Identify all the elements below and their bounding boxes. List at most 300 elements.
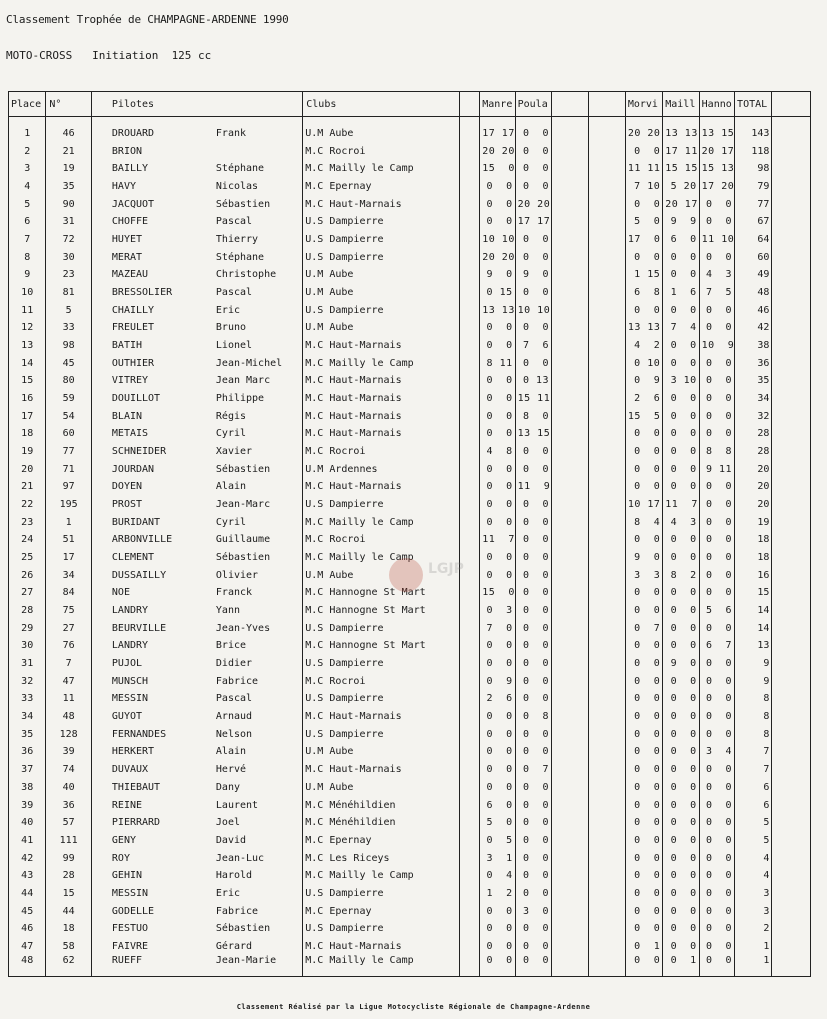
cell-hanno: 0 0	[699, 213, 734, 231]
cell-morvi: 0 0	[625, 832, 662, 850]
pilote-nom: BLAIN	[111, 410, 143, 422]
pilote-prenom: Stéphane	[215, 163, 265, 175]
cell-club: U.S Dampierre	[303, 496, 460, 514]
cell-empty	[772, 231, 811, 249]
cell-empty	[552, 195, 589, 213]
cell-place: 5	[9, 195, 46, 213]
pilote-nom: REINE	[111, 799, 143, 811]
cell-club: U.S Dampierre	[303, 725, 460, 743]
cell-empty	[772, 513, 811, 531]
cell-numero: 54	[46, 407, 92, 425]
cell-empty	[460, 513, 480, 531]
cell-pilote	[91, 885, 302, 903]
cell-poula: 0 0	[515, 690, 551, 708]
cell-empty	[589, 902, 625, 920]
cell-total: 6	[735, 779, 772, 797]
cell-empty	[552, 814, 589, 832]
cell-empty	[589, 160, 625, 178]
cell-numero: 30	[46, 248, 92, 266]
pilote-prenom: Harold	[215, 870, 253, 882]
cell-poula: 3 0	[515, 902, 551, 920]
table-row	[9, 672, 811, 690]
cell-morvi: 0 0	[625, 708, 662, 726]
cell-pilote	[91, 849, 302, 867]
cell-numero: 46	[46, 125, 92, 143]
cell-pilote	[91, 637, 302, 655]
cell-poula: 0 0	[515, 779, 551, 797]
table-row	[9, 213, 811, 231]
pilote-prenom: Sébastien	[215, 552, 271, 564]
pilote-nom: BRESSOLIER	[111, 287, 173, 299]
cell-empty	[552, 248, 589, 266]
table-row	[9, 478, 811, 496]
cell-hanno: 0 0	[699, 690, 734, 708]
cell-poula: 0 0	[515, 513, 551, 531]
cell-numero: 15	[46, 885, 92, 903]
pilote-nom: GUYOT	[111, 711, 143, 723]
pilote-nom: HUYET	[111, 234, 143, 245]
cell-manre: 0 15	[480, 284, 515, 302]
pilote-nom: FAIVRE	[111, 940, 149, 952]
cell-morvi: 0 0	[625, 248, 662, 266]
table-row	[9, 425, 811, 443]
cell-pilote	[91, 496, 302, 514]
pilote-nom: DUSSAILLY	[111, 569, 167, 581]
table-row	[9, 443, 811, 461]
cell-morvi: 0 0	[625, 796, 662, 814]
cell-morvi: 0 0	[625, 531, 662, 549]
cell-empty	[460, 531, 480, 549]
cell-total: 143	[735, 125, 772, 143]
pilote-prenom: David	[215, 834, 247, 846]
cell-hanno: 0 0	[699, 354, 734, 372]
cell-empty	[552, 832, 589, 850]
cell-poula: 0 0	[515, 955, 551, 976]
cell-morvi: 0 0	[625, 443, 662, 461]
cell-place: 46	[9, 920, 46, 938]
cell-empty	[460, 231, 480, 249]
cell-hanno: 0 0	[699, 796, 734, 814]
cell-place: 39	[9, 796, 46, 814]
cell-empty	[589, 496, 625, 514]
cell-maill: 0 0	[663, 725, 699, 743]
cell-maill: 0 0	[663, 814, 699, 832]
cell-pilote	[91, 531, 302, 549]
cell-total: 2	[735, 920, 772, 938]
cell-maill: 0 0	[663, 902, 699, 920]
cell-empty	[772, 178, 811, 196]
cell-morvi: 0 0	[625, 920, 662, 938]
cell-place: 43	[9, 867, 46, 885]
cell-empty	[552, 178, 589, 196]
cell-empty	[772, 213, 811, 231]
cell-club: U.S Dampierre	[303, 248, 460, 266]
cell-morvi: 8 4	[625, 513, 662, 531]
cell-manre: 0 0	[480, 920, 515, 938]
cell-poula: 0 0	[515, 248, 551, 266]
cell-pilote	[91, 248, 302, 266]
pilote-nom: FREULET	[111, 322, 155, 334]
cell-numero: 18	[46, 920, 92, 938]
cell-manre: 0 0	[480, 478, 515, 496]
cell-empty	[552, 796, 589, 814]
cell-club: M.C Haut-Marnais	[303, 425, 460, 443]
cell-morvi: 0 9	[625, 372, 662, 390]
cell-numero: 17	[46, 549, 92, 567]
cell-empty	[460, 390, 480, 408]
cell-maill: 7 4	[663, 319, 699, 337]
cell-poula: 13 15	[515, 425, 551, 443]
cell-club: U.S Dampierre	[303, 655, 460, 673]
cell-empty	[460, 849, 480, 867]
pilote-nom: METAIS	[111, 428, 149, 440]
cell-empty	[589, 425, 625, 443]
pilote-prenom: Jean-Luc	[215, 852, 265, 864]
cell-morvi: 0 0	[625, 460, 662, 478]
cell-manre: 0 0	[480, 460, 515, 478]
cell-pilote	[91, 672, 302, 690]
cell-manre: 15 0	[480, 160, 515, 178]
cell-place: 13	[9, 337, 46, 355]
cell-maill: 0 0	[663, 531, 699, 549]
cell-total: 16	[735, 566, 772, 584]
cell-numero: 97	[46, 478, 92, 496]
cell-maill: 0 0	[663, 337, 699, 355]
cell-maill: 9 9	[663, 213, 699, 231]
cell-club: M.C Haut-Marnais	[303, 337, 460, 355]
cell-empty	[772, 832, 811, 850]
cell-empty	[460, 761, 480, 779]
cell-manre: 2 6	[480, 690, 515, 708]
cell-total: 98	[735, 160, 772, 178]
cell-morvi: 0 0	[625, 425, 662, 443]
cell-total: 3	[735, 902, 772, 920]
cell-maill: 0 0	[663, 796, 699, 814]
cell-empty	[552, 920, 589, 938]
cell-empty	[460, 337, 480, 355]
pilote-nom: DROUARD	[111, 127, 155, 139]
cell-club: U.S Dampierre	[303, 920, 460, 938]
cell-maill: 0 0	[663, 619, 699, 637]
cell-empty	[589, 779, 625, 797]
cell-empty	[772, 407, 811, 425]
pilote-prenom: Alain	[215, 481, 247, 493]
cell-place: 27	[9, 584, 46, 602]
pilote-nom: FESTUO	[111, 923, 149, 935]
cell-hanno: 0 0	[699, 779, 734, 797]
cell-poula: 0 0	[515, 531, 551, 549]
cell-pilote	[91, 425, 302, 443]
cell-total: 32	[735, 407, 772, 425]
pilote-nom: MUNSCH	[111, 675, 149, 687]
cell-empty	[589, 337, 625, 355]
cell-maill: 0 0	[663, 867, 699, 885]
cell-maill: 0 0	[663, 478, 699, 496]
cell-hanno: 0 0	[699, 531, 734, 549]
cell-numero: 44	[46, 902, 92, 920]
cell-place: 12	[9, 319, 46, 337]
cell-empty	[460, 743, 480, 761]
cell-empty	[460, 301, 480, 319]
cell-pilote	[91, 266, 302, 284]
cell-place: 29	[9, 619, 46, 637]
cell-maill: 0 0	[663, 690, 699, 708]
cell-numero: 75	[46, 602, 92, 620]
cell-empty	[460, 142, 480, 160]
cell-empty	[552, 337, 589, 355]
pilote-prenom: Philippe	[215, 393, 265, 405]
cell-club: M.C Hannogne St Mart	[303, 602, 460, 620]
pilote-nom: GEHIN	[111, 870, 143, 882]
cell-manre: 0 0	[480, 549, 515, 567]
cell-maill: 0 0	[663, 301, 699, 319]
cell-empty	[772, 690, 811, 708]
cell-place: 17	[9, 407, 46, 425]
cell-morvi: 7 10	[625, 178, 662, 196]
cell-morvi: 0 1	[625, 938, 662, 956]
cell-empty	[589, 885, 625, 903]
table-row	[9, 902, 811, 920]
cell-morvi: 13 13	[625, 319, 662, 337]
pilote-nom: GODELLE	[111, 905, 155, 917]
cell-poula: 0 13	[515, 372, 551, 390]
cell-empty	[772, 566, 811, 584]
cell-maill: 3 10	[663, 372, 699, 390]
cell-numero: 47	[46, 672, 92, 690]
cell-morvi: 20 20	[625, 125, 662, 143]
cell-total: 13	[735, 637, 772, 655]
cell-place: 48	[9, 955, 46, 976]
cell-place: 45	[9, 902, 46, 920]
cell-maill: 0 0	[663, 637, 699, 655]
cell-empty	[460, 125, 480, 143]
cell-total: 14	[735, 602, 772, 620]
cell-empty	[460, 178, 480, 196]
cell-empty	[552, 902, 589, 920]
cell-poula: 0 0	[515, 354, 551, 372]
cell-morvi: 0 0	[625, 761, 662, 779]
cell-empty	[552, 725, 589, 743]
cell-numero: 31	[46, 213, 92, 231]
cell-empty	[552, 372, 589, 390]
cell-poula: 0 0	[515, 938, 551, 956]
cell-empty	[460, 425, 480, 443]
cell-maill: 0 0	[663, 266, 699, 284]
cell-hanno: 0 0	[699, 319, 734, 337]
cell-empty	[772, 248, 811, 266]
cell-club: U.M Aube	[303, 566, 460, 584]
cell-hanno: 0 0	[699, 725, 734, 743]
cell-place: 23	[9, 513, 46, 531]
cell-pilote	[91, 284, 302, 302]
cell-pilote	[91, 619, 302, 637]
cell-pilote	[91, 743, 302, 761]
pilote-nom: BRION	[111, 145, 143, 157]
pilote-prenom: Régis	[215, 410, 247, 422]
cell-total: 18	[735, 549, 772, 567]
cell-total: 118	[735, 142, 772, 160]
cell-pilote	[91, 708, 302, 726]
cell-total: 8	[735, 708, 772, 726]
cell-empty	[552, 602, 589, 620]
cell-poula: 0 0	[515, 284, 551, 302]
cell-total: 79	[735, 178, 772, 196]
cell-place: 32	[9, 672, 46, 690]
cell-empty	[772, 319, 811, 337]
cell-empty	[460, 354, 480, 372]
table-row	[9, 496, 811, 514]
cell-empty	[589, 319, 625, 337]
cell-club: M.C Haut-Marnais	[303, 390, 460, 408]
pilote-nom: DUVAUX	[111, 764, 149, 776]
cell-place: 24	[9, 531, 46, 549]
cell-place: 42	[9, 849, 46, 867]
cell-morvi: 0 0	[625, 690, 662, 708]
cell-total: 4	[735, 849, 772, 867]
cell-empty	[552, 743, 589, 761]
cell-manre: 13 13	[480, 301, 515, 319]
cell-manre: 10 10	[480, 231, 515, 249]
cell-club: U.M Aube	[303, 284, 460, 302]
cell-hanno: 0 0	[699, 849, 734, 867]
cell-morvi: 3 3	[625, 566, 662, 584]
cell-empty	[772, 549, 811, 567]
cell-empty	[460, 955, 480, 976]
cell-total: 28	[735, 425, 772, 443]
cell-poula: 15 11	[515, 390, 551, 408]
cell-empty	[772, 602, 811, 620]
cell-hanno: 0 0	[699, 814, 734, 832]
pilote-prenom: Alain	[215, 746, 247, 758]
cell-maill: 0 0	[663, 708, 699, 726]
cell-empty	[589, 513, 625, 531]
header-manre: Manre	[480, 92, 515, 117]
table-row	[9, 460, 811, 478]
cell-empty	[589, 725, 625, 743]
cell-place: 35	[9, 725, 46, 743]
cell-empty	[552, 637, 589, 655]
pilote-nom: JACQUOT	[111, 198, 155, 210]
cell-empty	[589, 231, 625, 249]
pilote-nom: MESSIN	[111, 887, 149, 899]
cell-empty	[552, 390, 589, 408]
cell-empty	[460, 266, 480, 284]
cell-maill: 0 0	[663, 849, 699, 867]
cell-pilote	[91, 867, 302, 885]
pilote-prenom: Bruno	[215, 322, 247, 334]
pilote-nom: MAZEAU	[111, 269, 149, 281]
svg-text:LGJP: LGJP	[428, 561, 464, 577]
cell-club: M.C Mailly le Camp	[303, 354, 460, 372]
pilote-nom: HAVY	[111, 180, 136, 192]
cell-poula: 0 0	[515, 885, 551, 903]
cell-morvi: 0 0	[625, 955, 662, 976]
cell-empty	[772, 902, 811, 920]
cell-empty	[772, 337, 811, 355]
cell-total: 77	[735, 195, 772, 213]
pilote-prenom: Eric	[215, 887, 240, 899]
header-hanno: Hanno	[699, 92, 734, 117]
cell-club: M.C Epernay	[303, 832, 460, 850]
cell-manre: 20 20	[480, 248, 515, 266]
table-row	[9, 690, 811, 708]
table-row	[9, 301, 811, 319]
table-row	[9, 725, 811, 743]
cell-numero: 23	[46, 266, 92, 284]
cell-empty	[460, 195, 480, 213]
cell-empty	[589, 920, 625, 938]
cell-club: M.C Rocroi	[303, 142, 460, 160]
cell-empty	[772, 460, 811, 478]
cell-numero: 99	[46, 849, 92, 867]
cell-pilote	[91, 814, 302, 832]
pilote-prenom: Cyril	[215, 428, 247, 440]
cell-hanno: 7 5	[699, 284, 734, 302]
cell-maill: 4 3	[663, 513, 699, 531]
table-row	[9, 142, 811, 160]
cell-empty	[589, 354, 625, 372]
table-row	[9, 743, 811, 761]
pilote-prenom: Jean Marc	[215, 375, 271, 387]
cell-hanno: 0 0	[699, 885, 734, 903]
cell-club: U.S Dampierre	[303, 690, 460, 708]
cell-manre: 11 7	[480, 531, 515, 549]
cell-club: U.S Dampierre	[303, 213, 460, 231]
table-row	[9, 337, 811, 355]
pilote-nom: CLEMENT	[111, 552, 155, 564]
cell-pilote	[91, 372, 302, 390]
pilote-prenom: Dany	[215, 781, 240, 793]
cell-total: 48	[735, 284, 772, 302]
cell-maill: 8 2	[663, 566, 699, 584]
cell-total: 49	[735, 266, 772, 284]
cell-empty	[772, 425, 811, 443]
cell-empty	[772, 195, 811, 213]
table-row	[9, 885, 811, 903]
cell-total: 14	[735, 619, 772, 637]
cell-poula: 0 0	[515, 231, 551, 249]
cell-total: 18	[735, 531, 772, 549]
cell-hanno: 4 3	[699, 266, 734, 284]
cell-place: 47	[9, 938, 46, 956]
cell-club: U.M Ardennes	[303, 460, 460, 478]
cell-poula: 0 0	[515, 178, 551, 196]
pilote-prenom: Pascal	[215, 693, 253, 705]
pilote-nom: SCHNEIDER	[111, 446, 167, 458]
cell-empty	[772, 531, 811, 549]
cell-empty	[589, 284, 625, 302]
cell-empty	[772, 655, 811, 673]
header-numero: N°	[46, 92, 92, 117]
cell-club: M.C Haut-Marnais	[303, 938, 460, 956]
cell-total: 5	[735, 814, 772, 832]
cell-empty	[589, 849, 625, 867]
header-empty-3	[589, 92, 625, 117]
cell-pilote	[91, 584, 302, 602]
cell-empty	[772, 372, 811, 390]
cell-manre: 0 0	[480, 425, 515, 443]
cell-empty	[589, 602, 625, 620]
cell-numero: 34	[46, 566, 92, 584]
cell-pilote	[91, 832, 302, 850]
cell-poula: 0 0	[515, 566, 551, 584]
cell-poula: 0 0	[515, 849, 551, 867]
cell-hanno: 0 0	[699, 549, 734, 567]
cell-total: 67	[735, 213, 772, 231]
cell-empty	[460, 496, 480, 514]
cell-manre: 20 20	[480, 142, 515, 160]
cell-total: 46	[735, 301, 772, 319]
